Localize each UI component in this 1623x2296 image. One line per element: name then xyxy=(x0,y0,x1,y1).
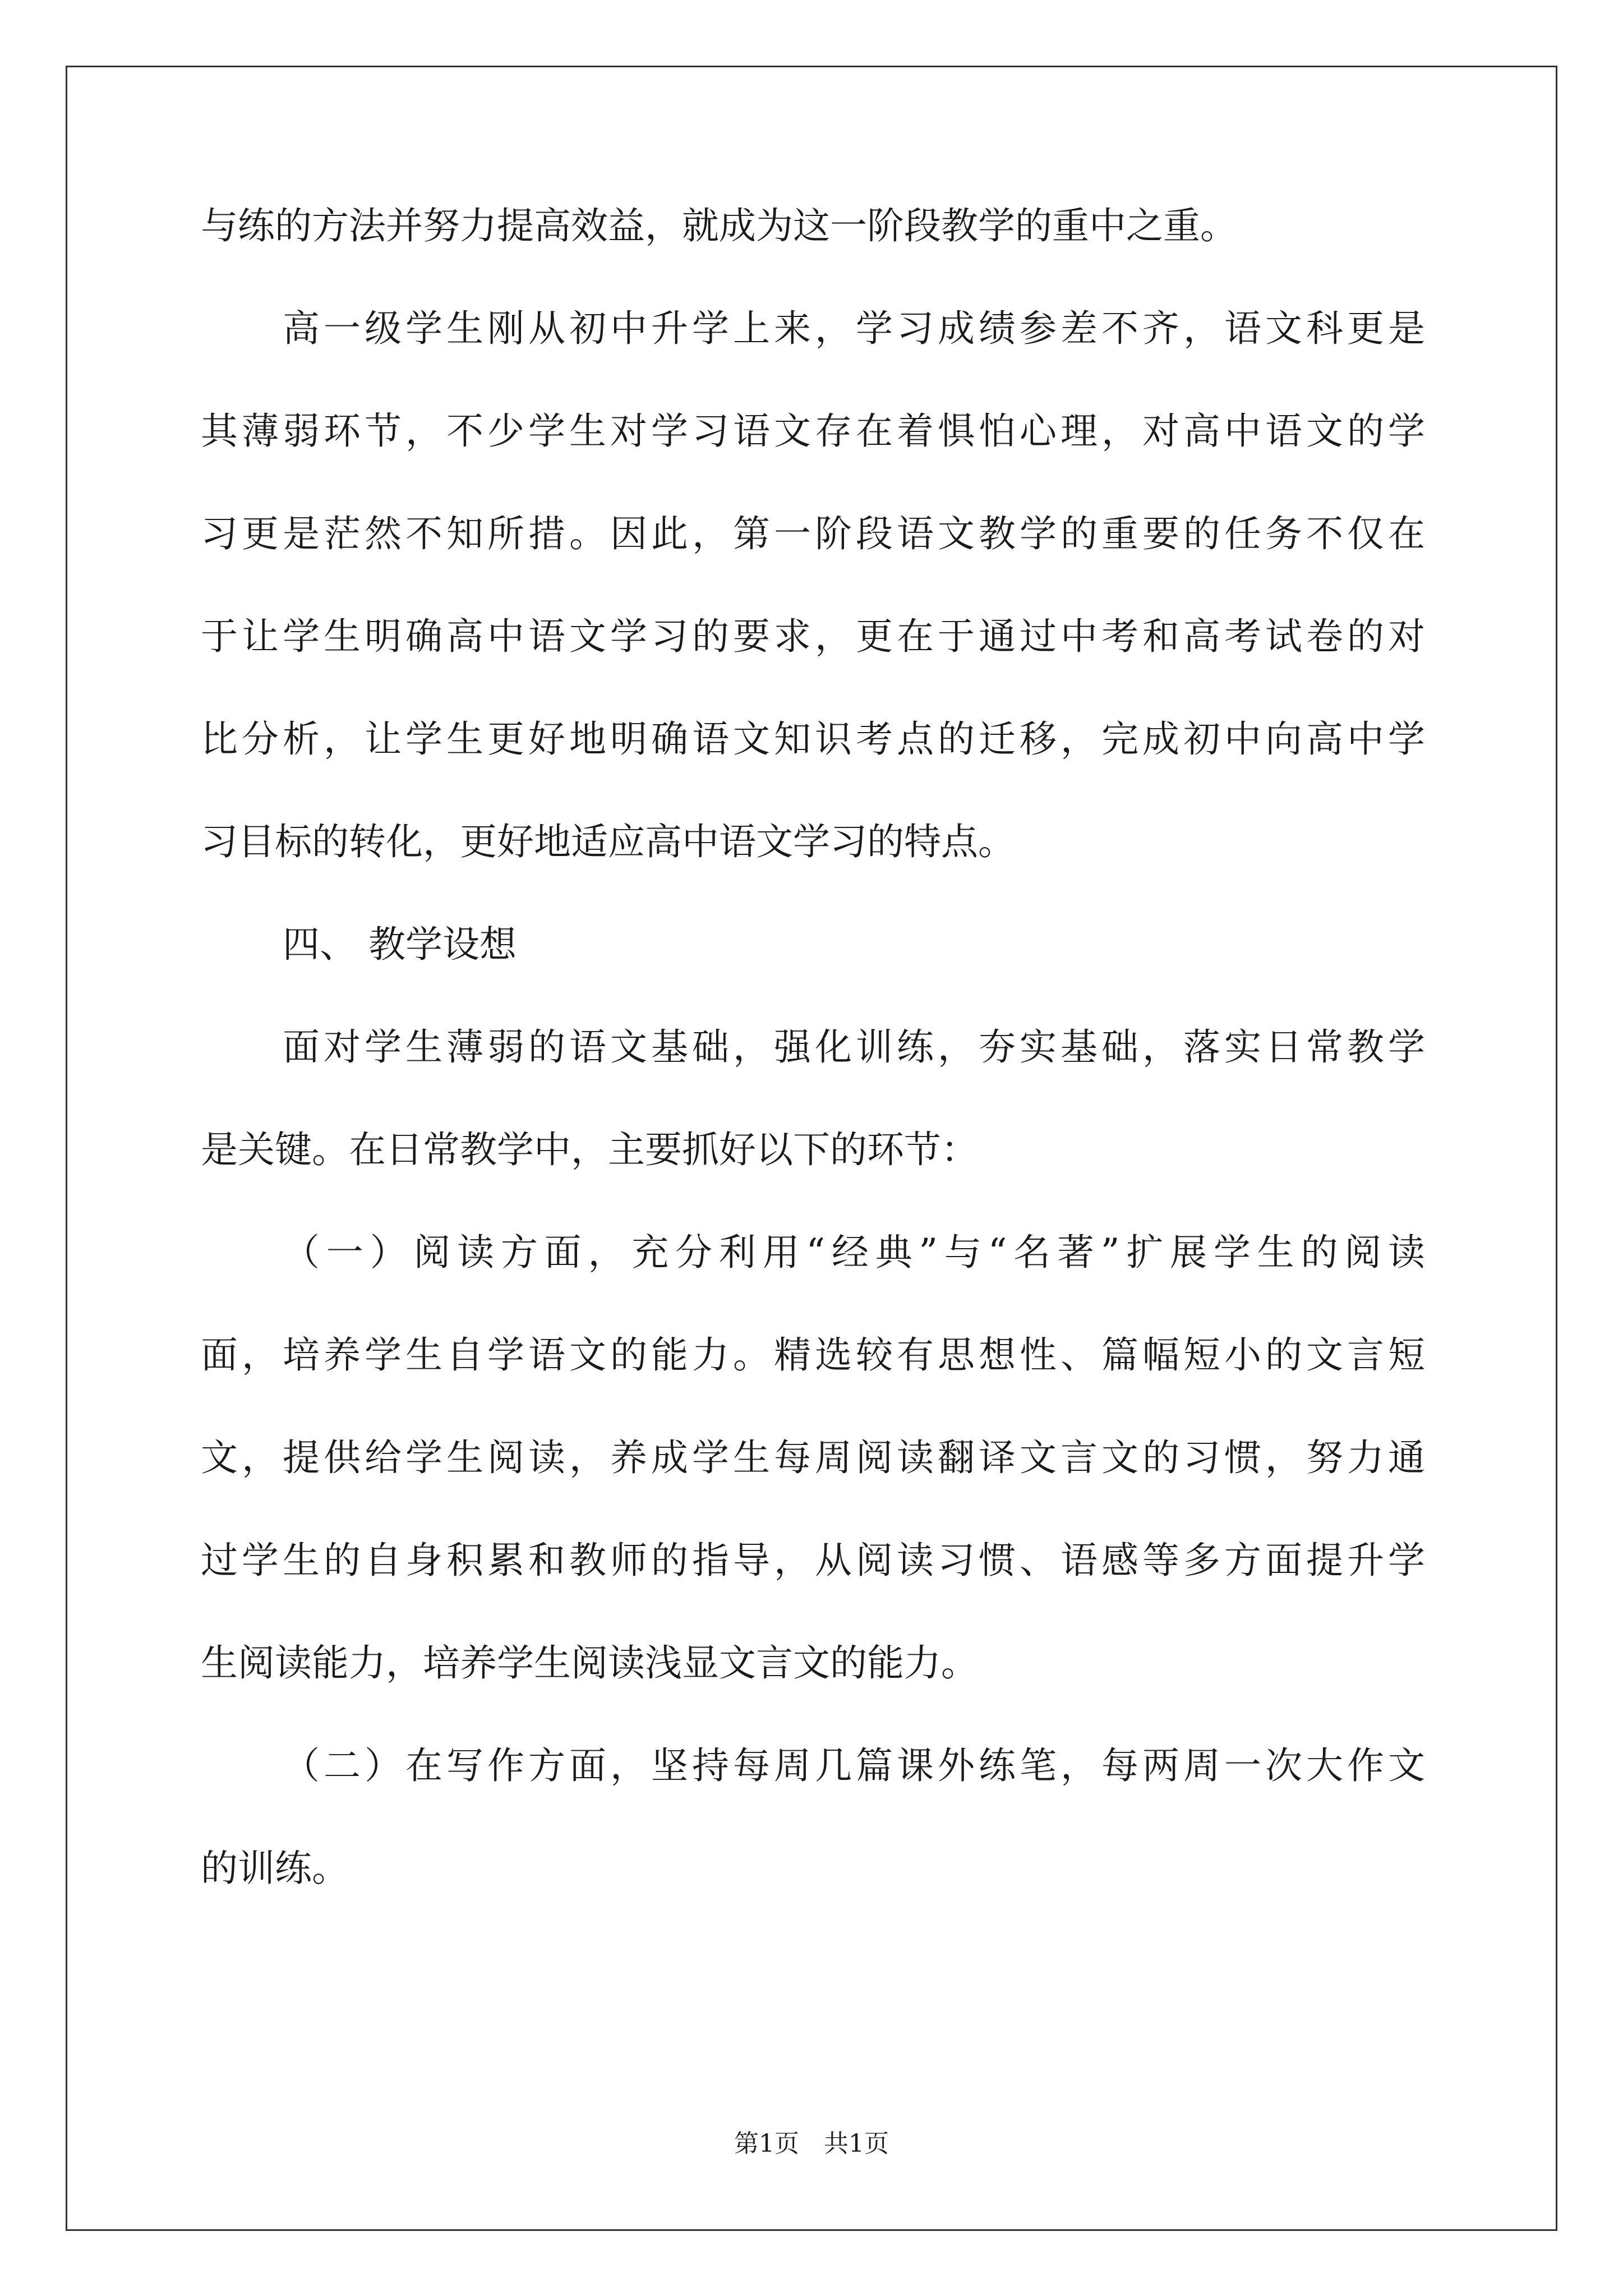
text-line: 面，培养学生自学语文的能力。精选较有思想性、篇幅短小的文言短 xyxy=(201,1333,1425,1377)
text-line: 是关键。在日常教学中，主要抓好以下的环节： xyxy=(201,1128,978,1171)
page-number-footer: 第1页 共1页 xyxy=(734,2129,889,2158)
text-line: 习更是茫然不知所措。因此，第一阶段语文教学的重要的任务不仅在 xyxy=(201,512,1425,555)
section-heading: 四、 教学设想 xyxy=(283,923,517,966)
text-line: 过学生的自身积累和教师的指导，从阅读习惯、语感等多方面提升学 xyxy=(201,1539,1425,1582)
text-line: （二）在写作方面，坚持每周几篇课外练笔，每两周一次大作文 xyxy=(283,1744,1425,1787)
text-line: 习目标的转化，更好地适应高中语文学习的特点。 xyxy=(201,820,1015,863)
text-line: 于让学生明确高中语文学习的要求，更在于通过中考和高考试卷的对 xyxy=(201,615,1425,658)
text-line: 其薄弱环节，不少学生对学习语文存在着惧怕心理，对高中语文的学 xyxy=(201,409,1425,453)
text-line: 与练的方法并努力提高效益，就成为这一阶段教学的重中之重。 xyxy=(201,204,1237,247)
text-line: 文，提供给学生阅读，养成学生每周阅读翻译文言文的习惯，努力通 xyxy=(201,1436,1425,1479)
text-line: （一）阅读方面，充分利用“经典”与“名著”扩展学生的阅读 xyxy=(283,1231,1425,1274)
document-body xyxy=(201,204,1425,1953)
text-line: 高一级学生刚从初中升学上来，学习成绩参差不齐，语文科更是 xyxy=(283,307,1425,350)
text-line: 的训练。 xyxy=(201,1847,349,1890)
text-line: 比分析，让学生更好地明确语文知识考点的迁移，完成初中向高中学 xyxy=(201,717,1425,761)
text-line: 生阅读能力，培养学生阅读浅显文言文的能力。 xyxy=(201,1641,978,1685)
text-line: 面对学生薄弱的语文基础，强化训练，夯实基础，落实日常教学 xyxy=(283,1025,1425,1069)
